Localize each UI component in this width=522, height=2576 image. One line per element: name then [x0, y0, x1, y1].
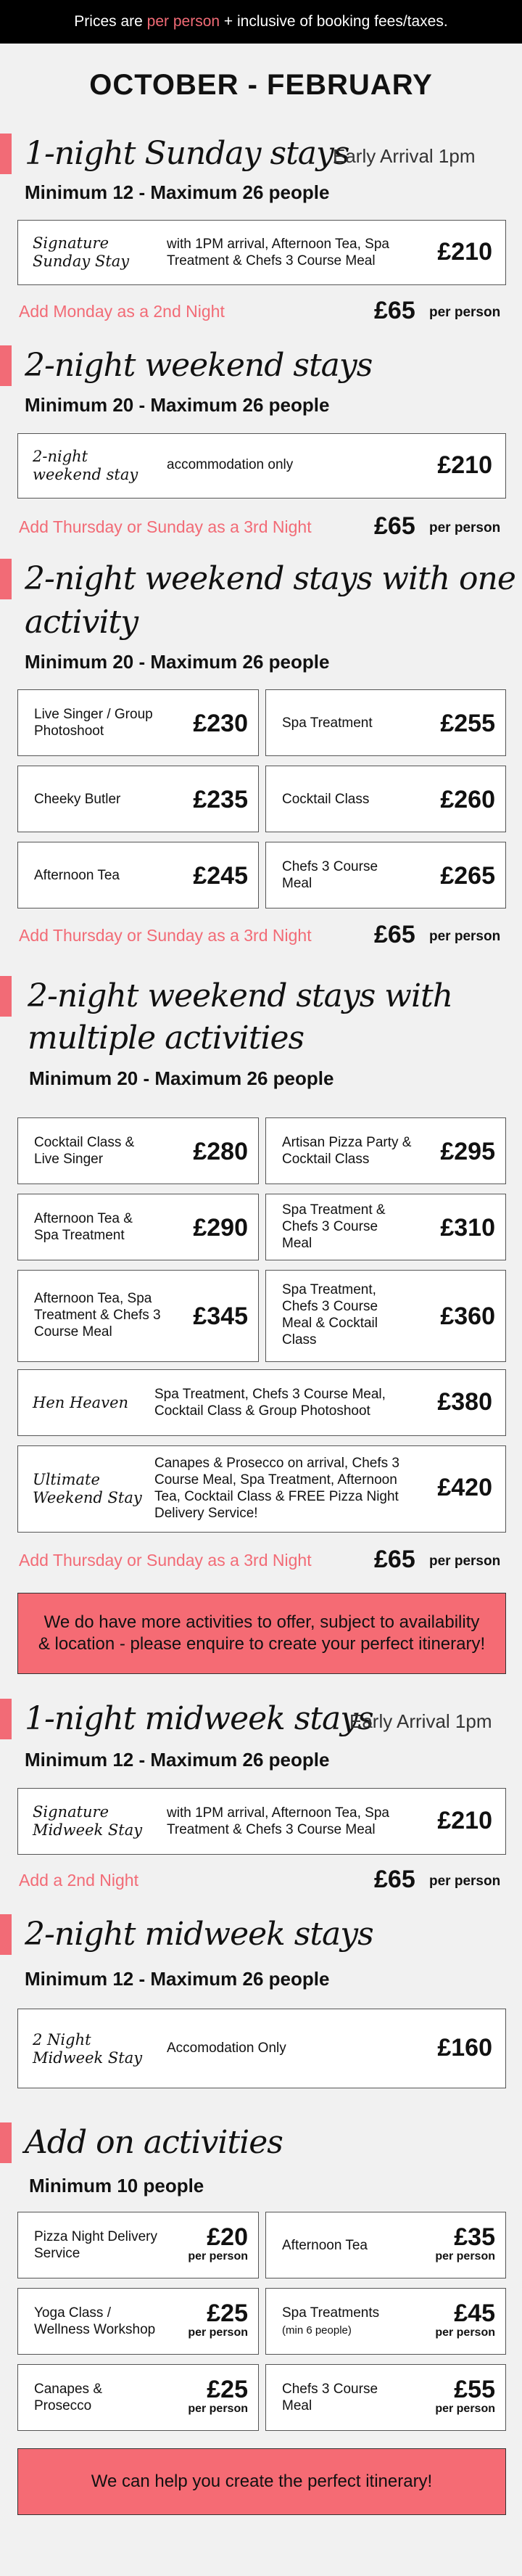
addon-label: Chefs 3 Course Meal: [282, 2382, 378, 2413]
addon-price: £20: [207, 2223, 248, 2251]
addon-card[interactable]: [17, 2364, 259, 2431]
package-card-2-night-weekend[interactable]: [17, 433, 506, 499]
addon-price: £55: [454, 2376, 495, 2403]
activity-label: Spa Treatment: [282, 715, 373, 731]
section-accent-bar: [0, 345, 12, 386]
section-title: 1-night midweek stays: [25, 1700, 373, 1737]
group-size: Minimum 20 - Maximum 26 people: [25, 651, 330, 673]
package-price: £420: [437, 1474, 492, 1501]
package-name: Hen Heaven: [33, 1394, 129, 1411]
activity-bundle-card[interactable]: [17, 1270, 259, 1362]
addon-per-person: per person: [435, 2250, 495, 2263]
activity-price: £235: [193, 786, 248, 813]
addon-per-person: per person: [188, 2250, 248, 2263]
package-card-ultimate-weekend[interactable]: [17, 1445, 506, 1533]
activity-bundle-card[interactable]: [17, 1117, 259, 1184]
addon-card[interactable]: [265, 2364, 506, 2431]
bundle-price: £360: [440, 1303, 495, 1330]
section-accent-bar: [0, 2122, 12, 2163]
activity-card[interactable]: [17, 689, 259, 756]
extra-night-label: Add Thursday or Sunday as a 3rd Night: [19, 517, 312, 536]
activity-card[interactable]: [265, 842, 506, 908]
section-weekend-stays: [0, 345, 522, 389]
bundle-label: Afternoon Tea, Spa Treatment & Chefs 3 Course Meal: [34, 1291, 161, 1340]
package-price: £210: [437, 238, 492, 266]
section-title: 2-night weekend stays: [25, 347, 373, 384]
extra-night-price: £65: [374, 1866, 415, 1893]
activity-bundle-card[interactable]: [265, 1270, 506, 1362]
section-accent-bar: [0, 1699, 12, 1739]
addon-label: Canapes & Prosecco: [34, 2382, 103, 2413]
notice-text-2: + inclusive of booking fees/taxes.: [220, 13, 448, 30]
activity-price: £265: [440, 862, 495, 890]
activity-label: Cheeky Butler: [34, 792, 121, 807]
pricing-notice-bar: [0, 0, 522, 44]
section-add-on-activities: [0, 2122, 522, 2166]
package-description: with 1PM arrival, Afternoon Tea, Spa Treatment & Chefs 3 Course Meal: [167, 237, 389, 268]
per-person-label: per person: [429, 929, 501, 944]
notice-per-person: per person: [146, 13, 220, 30]
addon-per-person: per person: [435, 2326, 495, 2339]
section-title-line-1: 2-night weekend stays with one: [25, 560, 515, 597]
bundle-price: £280: [193, 1138, 248, 1165]
addon-price: £45: [454, 2300, 495, 2327]
section-title-line-2: activity: [25, 604, 138, 641]
group-size: Minimum 10 people: [29, 2175, 204, 2196]
enquire-banner[interactable]: We do have more activities to offer, subject to availability & location - please enquire to create your perfect itinerary!: [17, 1593, 506, 1674]
addon-label: Yoga Class / Wellness Workshop: [34, 2305, 156, 2337]
extra-night-price: £65: [374, 297, 415, 324]
section-accent-bar: [0, 134, 12, 174]
package-name: 2 Night Midweek Stay: [33, 2031, 143, 2067]
activity-card[interactable]: [265, 689, 506, 756]
bundle-label: Afternoon Tea & Spa Treatment: [34, 1211, 133, 1243]
package-name: Ultimate Weekend Stay: [33, 1471, 142, 1506]
bundle-label: Spa Treatment & Chefs 3 Course Meal: [282, 1202, 386, 1251]
section-title: 1-night Sunday stays: [25, 135, 349, 172]
package-price: £210: [437, 451, 492, 479]
section-title: 2-night midweek stays: [25, 1916, 373, 1953]
page-title: OCTOBER - FEBRUARY: [89, 69, 433, 101]
package-name: Signature Midweek Stay: [33, 1803, 143, 1839]
group-size: Minimum 12 - Maximum 26 people: [25, 1968, 330, 1990]
addon-card[interactable]: [17, 2288, 259, 2355]
addon-label: Afternoon Tea: [282, 2238, 368, 2253]
per-person-label: per person: [429, 520, 501, 536]
addon-label: Spa Treatments: [282, 2305, 380, 2321]
extra-night-label: Add a 2nd Night: [19, 1871, 138, 1890]
section-sunday-stays: [0, 134, 522, 177]
section-midweek-2-night: [0, 1914, 522, 1958]
bundle-label: Cocktail Class & Live Singer: [34, 1135, 135, 1167]
activity-label: Afternoon Tea: [34, 868, 120, 883]
activity-label: Cocktail Class: [282, 792, 370, 807]
per-person-label: per person: [429, 305, 501, 320]
extra-night-label: Add Thursday or Sunday as a 3rd Night: [19, 926, 312, 945]
section-accent-bar: [0, 559, 12, 599]
group-size: Minimum 20 - Maximum 26 people: [29, 1067, 334, 1089]
section-title-line-2: multiple activities: [28, 1020, 304, 1057]
addon-note: (min 6 people): [282, 2324, 352, 2337]
early-arrival-tag: Early Arrival 1pm: [349, 1710, 492, 1732]
activity-card[interactable]: [17, 766, 259, 832]
package-description: accommodation only: [167, 457, 294, 472]
bundle-price: £310: [440, 1214, 495, 1242]
section-accent-bar: [0, 976, 12, 1017]
bundle-label: Spa Treatment, Chefs 3 Course Meal & Cocktail Class: [282, 1282, 378, 1348]
group-size: Minimum 12 - Maximum 26 people: [25, 1749, 330, 1771]
activity-price: £255: [440, 710, 495, 737]
bundle-price: £295: [440, 1138, 495, 1165]
addon-card[interactable]: [17, 2212, 259, 2278]
extra-night-label: Add Monday as a 2nd Night: [19, 302, 225, 321]
package-card-2-night-midweek[interactable]: [17, 2009, 506, 2088]
package-description: with 1PM arrival, Afternoon Tea, Spa Treatment & Chefs 3 Course Meal: [167, 1805, 389, 1837]
section-title-line-1: 2-night weekend stays with: [28, 977, 453, 1014]
section-midweek-1-night: [0, 1699, 522, 1742]
per-person-label: per person: [429, 1874, 501, 1889]
package-price: £160: [437, 2034, 492, 2062]
bundle-price: £345: [193, 1303, 248, 1330]
addon-price: £25: [207, 2300, 248, 2327]
package-name: 2-night weekend stay: [33, 448, 138, 483]
package-description: Spa Treatment, Chefs 3 Course Meal, Cocktail Class & Group Photoshoot: [154, 1387, 386, 1419]
package-description: Canapes & Prosecco on arrival, Chefs 3 Course Meal, Spa Treatment, Afternoon Tea, Cocktail Class & FREE Pizza Night Delivery Service!: [154, 1456, 399, 1521]
addon-price: £35: [454, 2223, 495, 2251]
group-size: Minimum 20 - Maximum 26 people: [25, 394, 330, 416]
early-arrival-tag: Early Arrival 1pm: [333, 145, 476, 167]
section-accent-bar: [0, 1914, 12, 1955]
extra-night-price: £65: [374, 1546, 415, 1573]
package-name: Signature Sunday Stay: [33, 234, 130, 270]
extra-night-price: £65: [374, 512, 415, 540]
addon-per-person: per person: [188, 2403, 248, 2415]
activity-price: £230: [193, 710, 248, 737]
package-card-signature-midweek[interactable]: [17, 1788, 506, 1855]
activity-bundle-card[interactable]: [265, 1194, 506, 1260]
notice-text-1: Prices are: [74, 13, 147, 30]
bundle-label: Artisan Pizza Party & Cocktail Class: [282, 1135, 412, 1167]
group-size: Minimum 12 - Maximum 26 people: [25, 181, 330, 203]
package-card-signature-sunday[interactable]: [17, 220, 506, 285]
extra-night-label: Add Thursday or Sunday as a 3rd Night: [19, 1551, 312, 1570]
addon-per-person: per person: [188, 2326, 248, 2339]
addon-card[interactable]: [265, 2212, 506, 2278]
package-price: £380: [437, 1388, 492, 1416]
package-card-hen-heaven[interactable]: [17, 1369, 506, 1436]
section-title: Add on activities: [25, 2124, 283, 2161]
per-person-label: per person: [429, 1554, 501, 1569]
bundle-price: £290: [193, 1214, 248, 1242]
package-price: £210: [437, 1807, 492, 1834]
package-description: Accomodation Only: [167, 2040, 286, 2056]
activity-bundle-card[interactable]: [17, 1194, 259, 1260]
itinerary-banner[interactable]: We can help you create the perfect itinerary!: [17, 2448, 506, 2515]
activity-card[interactable]: [265, 766, 506, 832]
addon-card[interactable]: [265, 2288, 506, 2355]
activity-label: Live Singer / Group Photoshoot: [34, 707, 153, 739]
addon-price: £25: [207, 2376, 248, 2403]
activity-bundle-card[interactable]: [265, 1117, 506, 1184]
activity-price: £260: [440, 786, 495, 813]
activity-price: £245: [193, 862, 248, 890]
addon-per-person: per person: [435, 2403, 495, 2415]
activity-card[interactable]: [17, 842, 259, 908]
extra-night-price: £65: [374, 921, 415, 948]
addon-label: Pizza Night Delivery Service: [34, 2229, 157, 2261]
activity-label: Chefs 3 Course Meal: [282, 859, 378, 891]
